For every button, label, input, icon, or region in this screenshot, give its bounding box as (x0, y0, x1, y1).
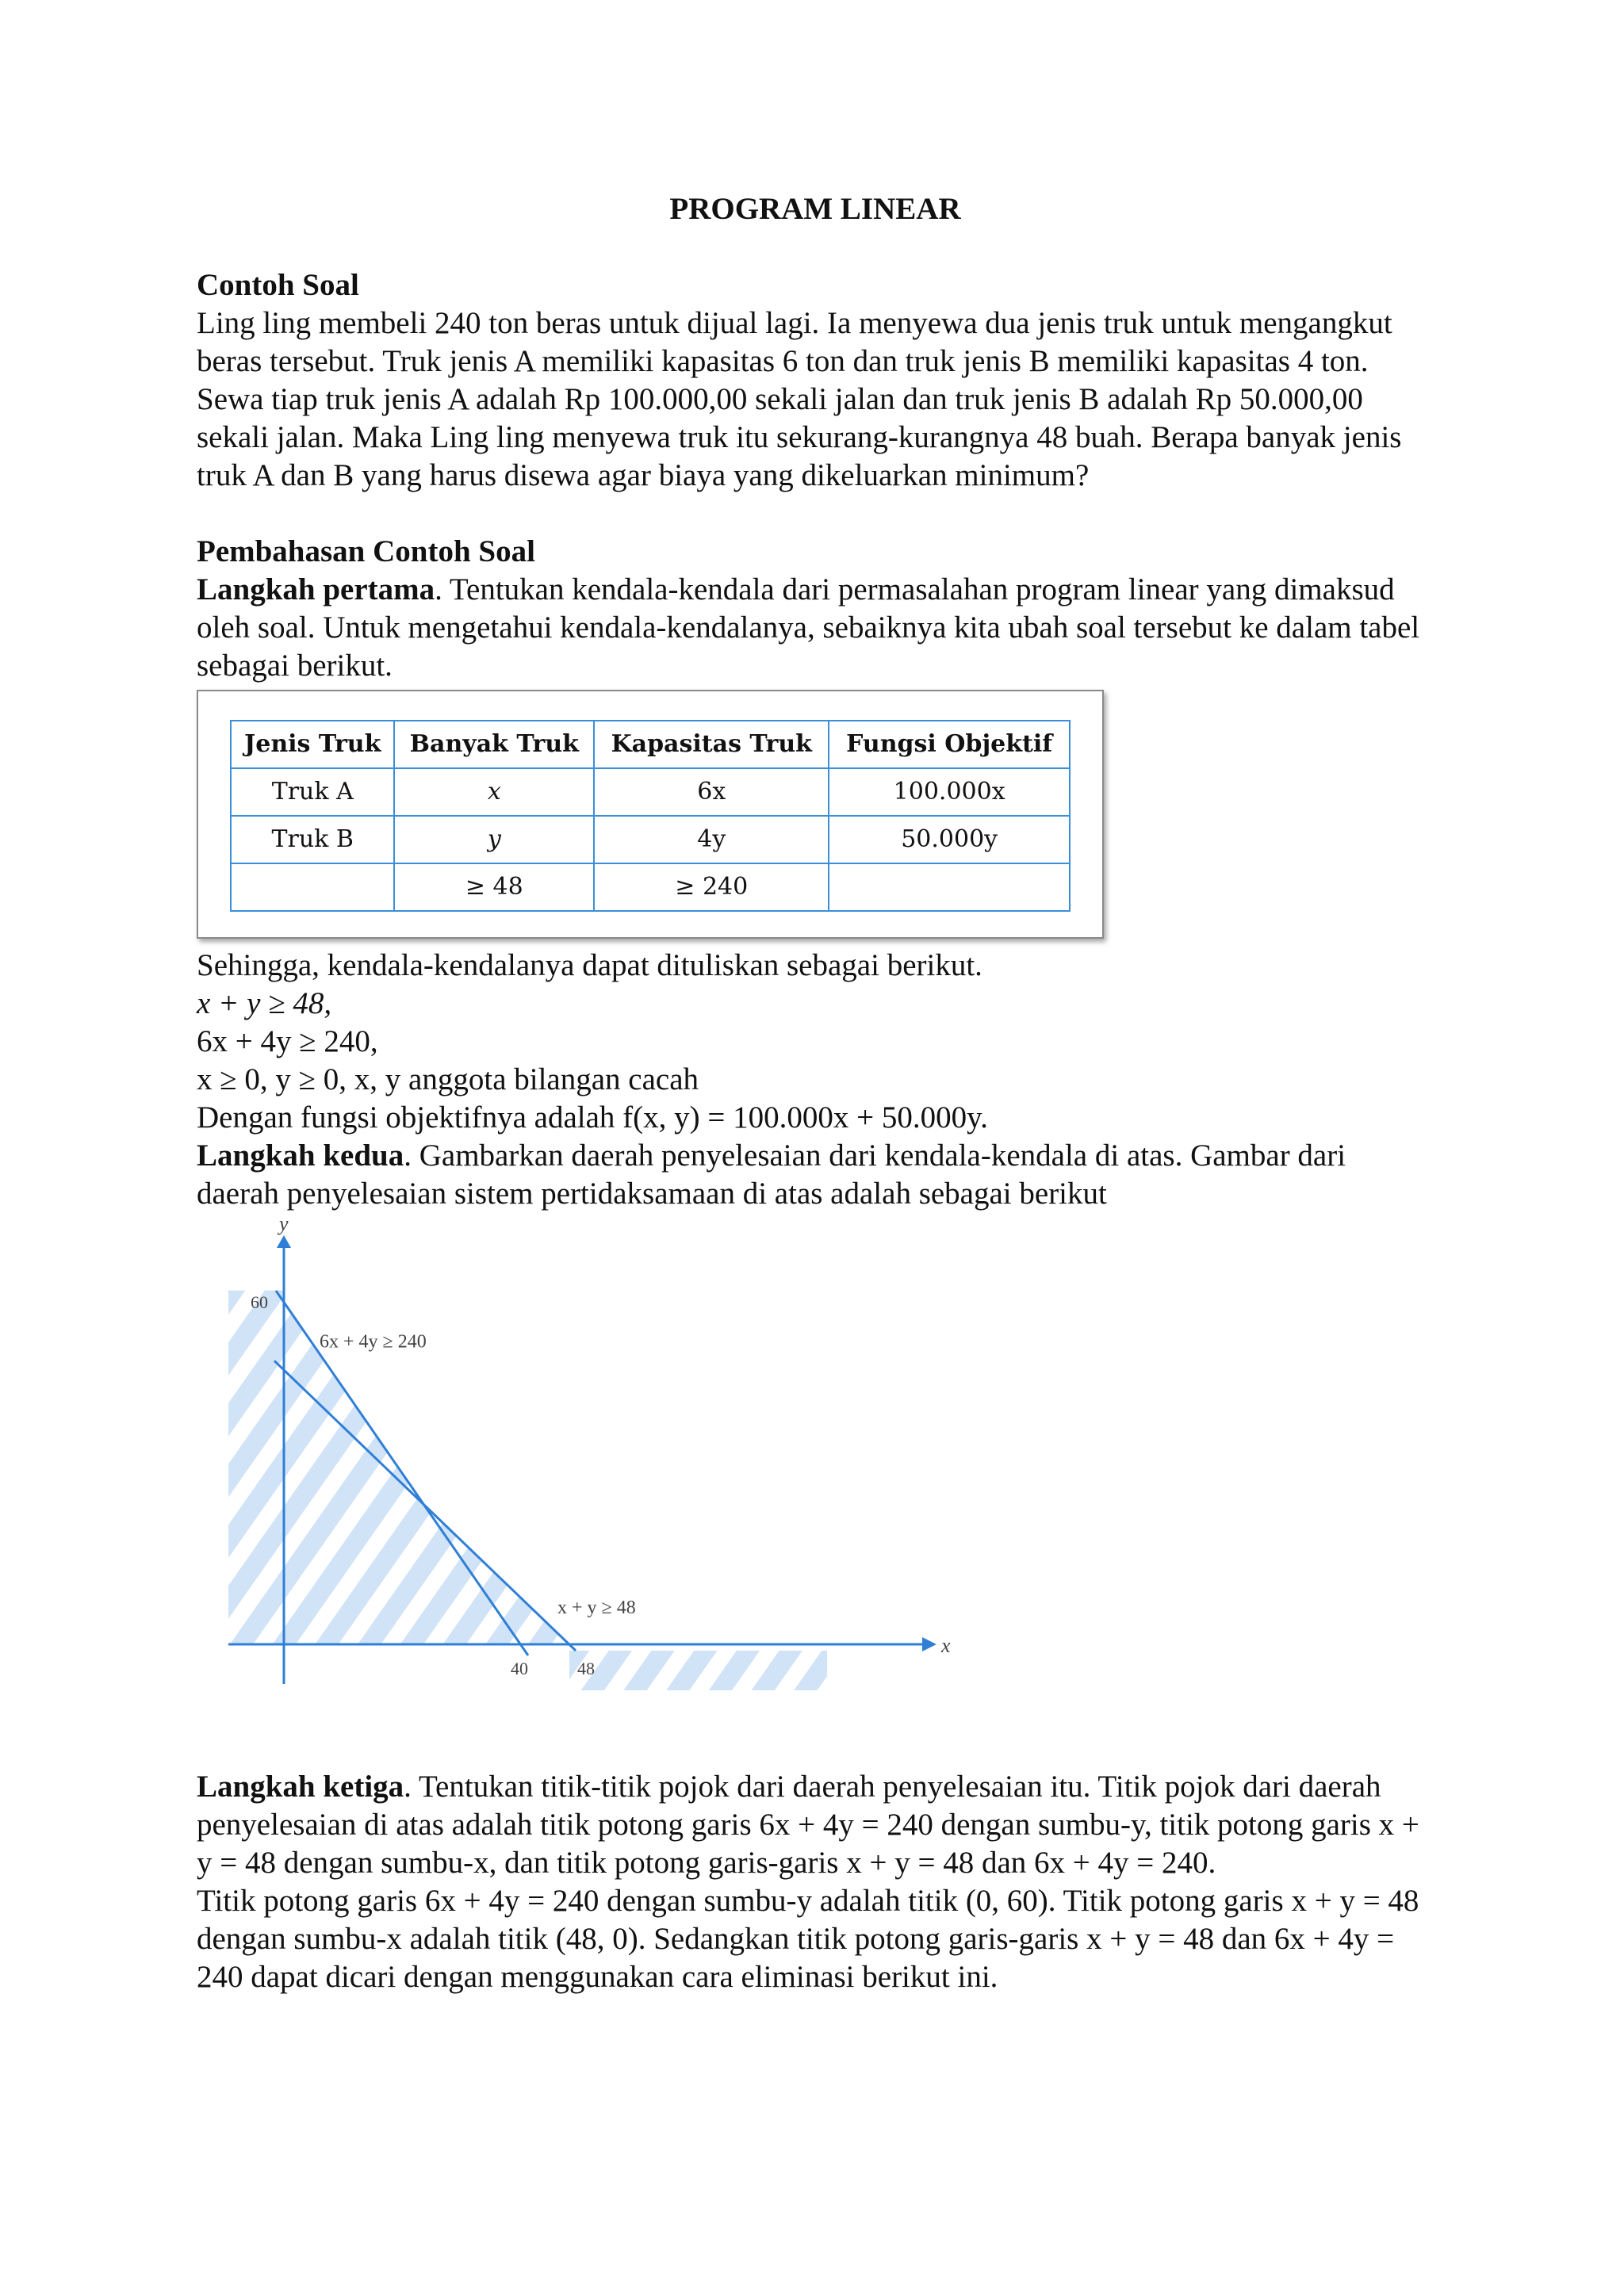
y-axis-label: y (279, 1212, 289, 1235)
table-cell: ≥ 240 (594, 863, 829, 911)
annotation-xy: x + y ≥ 48 (557, 1598, 636, 1619)
y-axis-arrow-icon (277, 1235, 291, 1248)
table-cell: 6x (594, 768, 829, 816)
table-row (231, 816, 1070, 863)
step3-label: Langkah ketiga (197, 1770, 404, 1804)
constraint-3: x ≥ 0, y ≥ 0, x, y anggota bilangan cacah (197, 1062, 699, 1096)
contoh-text: Ling ling membeli 240 ton beras untuk dijual lagi. Ia menyewa dua jenis truk untuk mengangkut beras tersebut. Truk jenis A memiliki kapasitas 6 ton dan truk jenis B memiliki kapasitas 4 ton. Sewa tiap truk jenis A adalah Rp 100.000,00 sekali jalan dan truk jenis B adalah Rp 50.000,00 sekali jalan. Maka Ling ling menyewa truk itu sekurang-kurangnya 48 buah. Berapa banyak jenis truk A dan B yang harus disewa agar biaya yang dikeluarkan minimum? (197, 306, 1402, 492)
step1-paragraph (197, 571, 1434, 685)
table-row (231, 768, 1070, 816)
step1-label: Langkah pertama (197, 572, 435, 607)
table-cell: Truk A (231, 768, 394, 816)
table-cell (231, 863, 394, 911)
step2-paragraph (197, 1137, 1434, 1213)
table-cell: 50.000y (829, 816, 1070, 863)
table-cell: y (394, 816, 594, 863)
table-cell: 100.000x (829, 768, 1070, 816)
constraint-1: x + y ≥ 48, (197, 986, 332, 1020)
feasible-region-graph (220, 1212, 951, 1724)
header-cell: Fungsi Objektif (829, 721, 1070, 768)
step1-text: . Tentukan kendala-kendala dari permasalahan program linear yang dimaksud oleh soal. Untuk mengetahui kendala-kendalanya, sebaiknya kita ubah soal tersebut ke dalam tabel sebagai berikut. (197, 572, 1420, 683)
pembahasan-heading: Pembahasan Contoh Soal (197, 534, 535, 568)
table-header-row (231, 721, 1070, 768)
document-content (197, 190, 1434, 1996)
truck-table (230, 720, 1071, 912)
objective-function: Dengan fungsi objektifnya adalah f(x, y) = 100.000x + 50.000y. (197, 1100, 988, 1135)
step2-text: . Gambarkan daerah penyelesaian dari kendala-kendala di atas. Gambar dari daerah penyelesaian sistem pertidaksamaan di atas adalah sebagai berikut (197, 1138, 1346, 1211)
table-cell: 4y (594, 816, 829, 863)
graph-svg (220, 1212, 951, 1708)
header-cell: Kapasitas Truk (594, 721, 829, 768)
step3-text: . Tentukan titik-titik pojok dari daerah penyelesaian itu. Titik pojok dari daerah penyelesaian di atas adalah titik potong garis 6x + 4y = 240 dengan sumbu-y, titik potong garis x + y = 48 dengan sumbu-x, dan titik potong garis-garis x + y = 48 dan 6x + 4y = 240. (197, 1770, 1419, 1880)
table-cell (829, 863, 1070, 911)
table-row (231, 863, 1070, 911)
axis-shading (569, 1651, 827, 1690)
step3-paragraph (197, 1768, 1434, 1882)
table-cell: ≥ 48 (394, 863, 594, 911)
step3-paragraph-2: Titik potong garis 6x + 4y = 240 dengan sumbu-y adalah titik (0, 60). Titik potong garis x + y = 48 dengan sumbu-x adalah titik (48, 0). Sedangkan titik potong garis-garis x + y = 48 dan 6x + 4y = 240 dapat dicari dengan menggunakan cara eliminasi berikut ini. (197, 1884, 1419, 1994)
contoh-heading: Contoh Soal (197, 268, 359, 302)
x-axis-label: x (941, 1634, 951, 1657)
annotation-6x4y: 6x + 4y ≥ 240 (320, 1331, 427, 1353)
y-tick-label: 60 (251, 1292, 268, 1312)
x-tick-label: 48 (577, 1659, 595, 1678)
x-tick-label: 40 (511, 1659, 528, 1678)
header-cell: Banyak Truk (394, 721, 594, 768)
constraint-2: 6x + 4y ≥ 240, (197, 1024, 378, 1058)
header-cell: Jenis Truk (231, 721, 394, 768)
constraints-intro: Sehingga, kendala-kendalanya dapat dituliskan sebagai berikut. (197, 948, 982, 982)
table-cell: x (394, 768, 594, 816)
table-figure (197, 690, 1104, 939)
x-axis-arrow-icon (922, 1637, 936, 1651)
page-title: PROGRAM LINEAR (669, 192, 961, 226)
step2-label: Langkah kedua (197, 1138, 404, 1173)
table-cell: Truk B (231, 816, 394, 863)
